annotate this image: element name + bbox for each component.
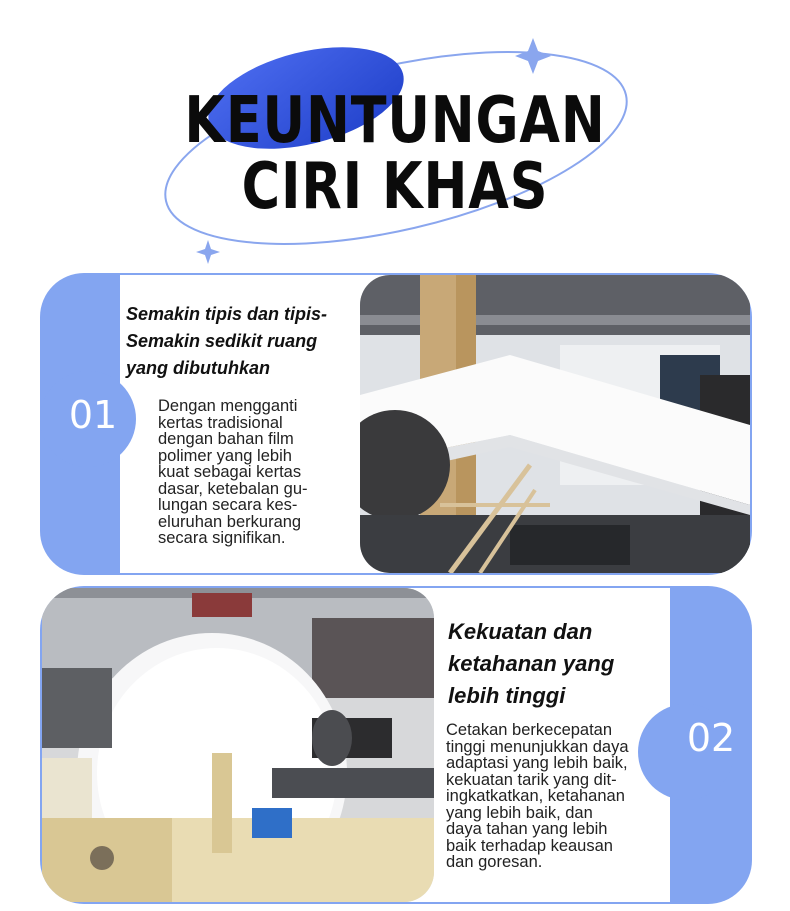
page-title-line-1: KEUNTUNGAN (184, 84, 606, 158)
feature-heading: Kekuatan dan ketahanan yang lebih tinggi (448, 619, 615, 708)
factory-paper-sheet-photo (360, 275, 750, 573)
sparkle-star-top (515, 38, 551, 74)
feature-number-01: 01 (68, 393, 118, 437)
feature-heading: Semakin tipis dan tipis- Semakin sedikit ruang yang dibutuhkan (126, 304, 328, 378)
feature-description: Dengan mengganti kertas tradisional dengan bahan film polimer yang lebih kuat sebagai kertas dasar, ketebalan gu- lungan secara kes- eluruhan berkurang secara signifikan. (158, 397, 308, 547)
page-title-line-2: CIRI KHAS (241, 150, 549, 224)
feature-description: Cetakan berkecepatan tinggi menunjukkan daya adaptasi yang lebih baik, kekuatan tarik yang dit- ingkatkatkan, ketahanan yang lebih baik, dan daya tahan yang lebih baik terhadap keausan dan goresan. (446, 721, 629, 871)
feature-number-02: 02 (686, 716, 736, 760)
feature-card-02 (40, 586, 752, 904)
feature-card-01 (40, 273, 752, 575)
sparkle-star-bottom (196, 240, 220, 264)
paper-roll-machine-photo (42, 588, 434, 902)
